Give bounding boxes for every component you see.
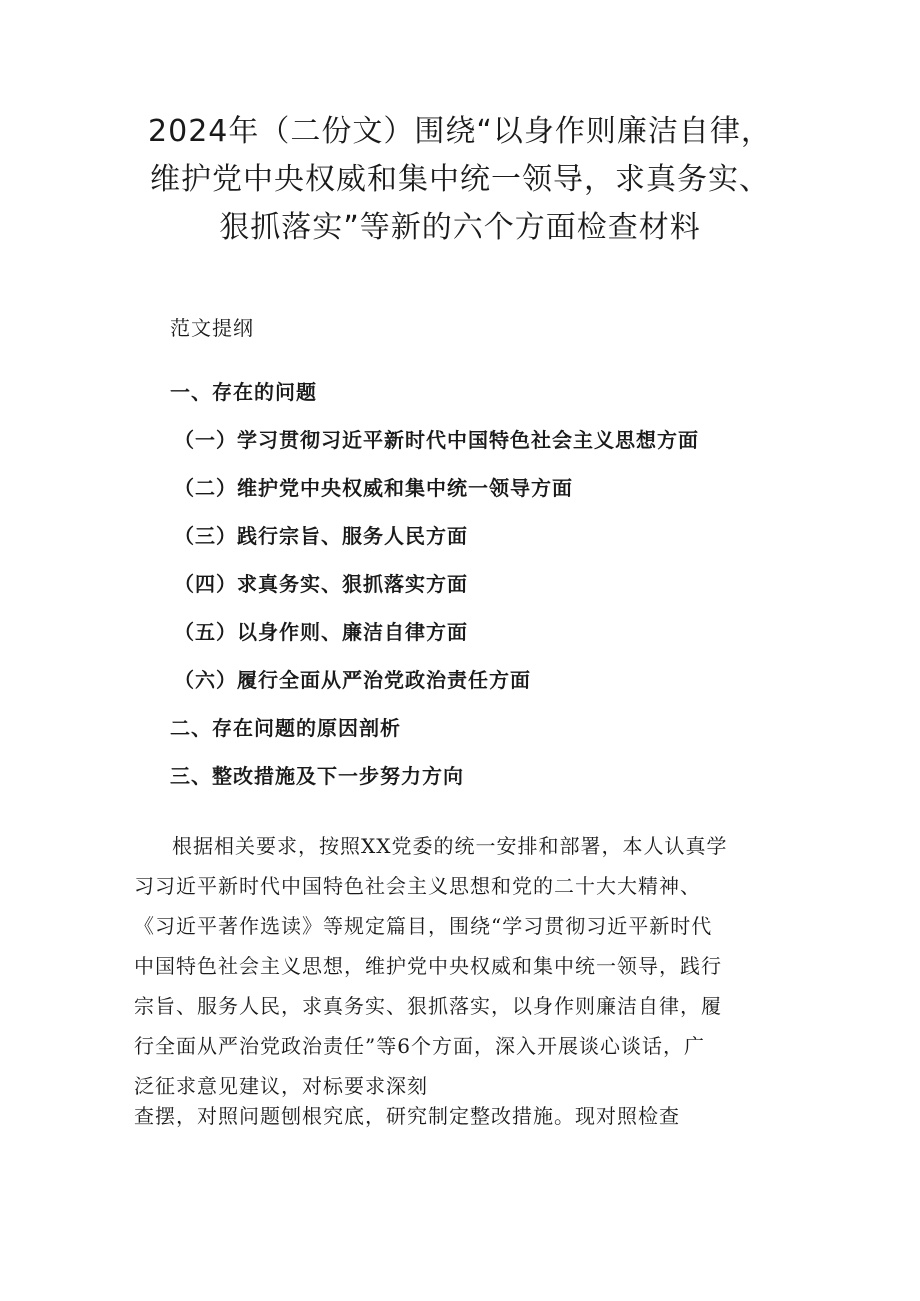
body-line-4: 中国特色社会主义思想，维护党中央权威和集中统一领导，践行: [134, 954, 722, 978]
body-line-3: 《习近平著作选读》等规定篇目，围绕“学习贯彻习近平新时代: [134, 914, 713, 938]
outline-subitem-4: （四）求真务实、狠抓落实方面: [174, 572, 468, 596]
outline-subitem-5: （五）以身作则、廉洁自律方面: [174, 620, 468, 644]
outline-subitem-2: （二）维护党中央权威和集中统一领导方面: [174, 476, 573, 500]
outline-subitem-1: （一）学习贯彻习近平新时代中国特色社会主义思想方面: [174, 428, 699, 452]
title-line-2: 维护党中央权威和集中统一领导，求真务实、: [150, 162, 770, 197]
outline-subitem-3: （三）践行宗旨、服务人民方面: [174, 524, 468, 548]
title-line-1: 2024年（二份文）围绕“以身作则廉洁自律，: [148, 114, 772, 149]
body-line-6: 行全面从严治党政治责任”等6个方面，深入开展谈心谈话，广: [134, 1034, 705, 1058]
body-line-1: 根据相关要求，按照XX党委的统一安排和部署，本人认真学: [172, 834, 728, 858]
title-line-3: 狠抓落实”等新的六个方面检查材料: [219, 210, 701, 245]
body-paragraph: [134, 826, 800, 1136]
outline-heading-problems: 一、存在的问题: [170, 380, 317, 404]
outline-heading-causes: 二、存在问题的原因剖析: [170, 716, 401, 740]
body-line-8: 查摆，对照问题刨根究底，研究制定整改措施。现对照检查: [134, 1104, 680, 1128]
outline-section: [170, 304, 699, 800]
outline-subitem-6: （六）履行全面从严治党政治责任方面: [174, 668, 531, 692]
body-line-2: 习习近平新时代中国特色社会主义思想和党的二十大大精神、: [134, 874, 701, 898]
outline-heading-measures: 三、整改措施及下一步努力方向: [170, 764, 464, 788]
document-title: [100, 108, 820, 252]
body-line-5: 宗旨、服务人民，求真务实、狠抓落实，以身作则廉洁自律，履: [134, 994, 722, 1018]
body-line-7: 泛征求意见建议，对标要求深刻: [134, 1074, 428, 1098]
outline-label: 范文提纲: [170, 316, 254, 340]
